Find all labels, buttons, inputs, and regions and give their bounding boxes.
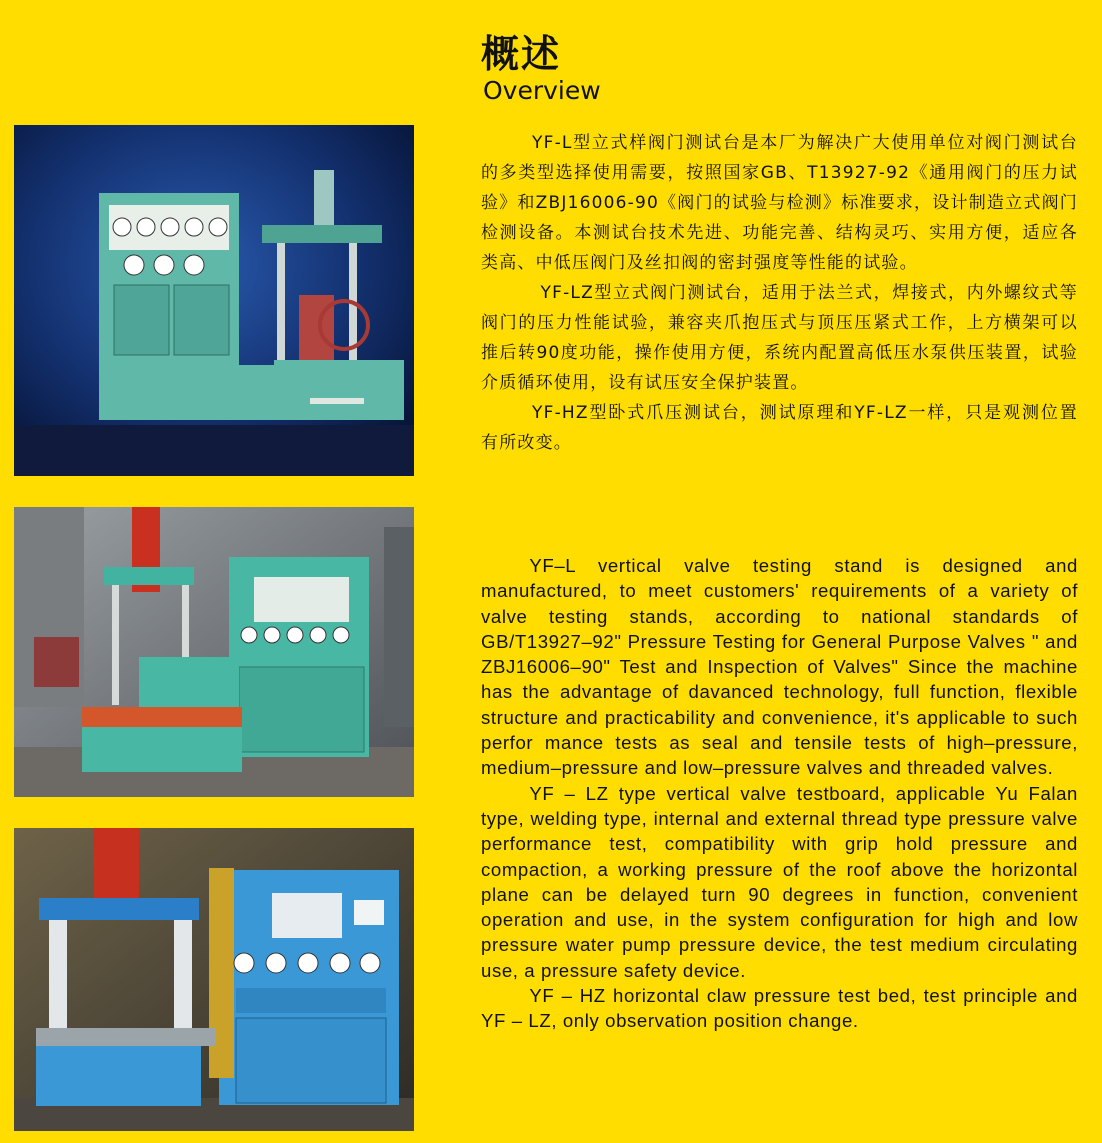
en-paragraph-yf-hz: YF – HZ horizontal claw pressure test bed, test principle and YF – LZ, only observation position change.	[481, 985, 1078, 1032]
page-title-english: Overview	[483, 76, 601, 105]
machine-photo-icon	[14, 828, 414, 1131]
chinese-description	[481, 128, 1078, 458]
yf-l-vertical-valve-test-stand-photo	[14, 125, 414, 476]
machine-photo-icon	[14, 507, 414, 797]
yf-lz-vertical-valve-testboard-photo	[14, 507, 414, 797]
machine-photo-icon	[14, 125, 414, 476]
english-description	[481, 553, 1078, 1034]
en-paragraph-yf-lz: YF – LZ type vertical valve testboard, applicable Yu Falan type, welding type, internal and external thread type pressure valve performance test, compatibility with grip hold pressure and compaction, a working pressure of the roof above the horizontal plane can be delayed turn 90 degrees in function, convenient operation and use, in the system configuration for high and low pressure water pump pressure device, the test medium circulating use, a pressure safety device.	[481, 782, 1078, 981]
cn-paragraph-yf-hz: YF-HZ型卧式爪压测试台，测试原理和YF-LZ一样，只是观测位置有所改变。	[481, 403, 1078, 453]
en-paragraph-yf-l: YF–L vertical valve testing stand is designed and manufactured, to meet customers' requirements of a variety of valve testing stands, according to national standards of GB/T13927–92" Pressure Testing for General Purpose Valves " and ZBJ16006–90" Test and Inspection of Valves" Since the machine has the advantage of davanced technology, full function, flexible structure and practicability and convenience, it's applicable to such perfor mance tests as seal and tensile tests of high–pressure, medium–pressure and low–pressure valves and threaded valves.	[481, 555, 1078, 779]
page-title-chinese: 概述	[481, 32, 562, 76]
yf-hz-horizontal-claw-test-bed-photo	[14, 828, 414, 1131]
cn-paragraph-yf-l: YF-L型立式样阀门测试台是本厂为解决广大使用单位对阀门测试台的多类型选择使用需要，按照国家GB、T13927-92《通用阀门的压力试验》和ZBJ16006-90《阀门的试验与检测》标准要求，设计制造立式阀门检测设备。本测试台技术先进、功能完善、结构灵巧、实用方便，适应各类高、中低压阀门及丝扣阀的密封强度等性能的试验。	[481, 133, 1078, 273]
cn-paragraph-yf-lz: YF-LZ型立式阀门测试台，适用于法兰式，焊接式，内外螺纹式等阀门的压力性能试验，兼容夹爪抱压式与顶压压紧式工作，上方横架可以推后转90度功能，操作使用方便，系统内配置高低压水泵供压装置，试验介质循环使用，设有试压安全保护装置。	[481, 283, 1078, 393]
